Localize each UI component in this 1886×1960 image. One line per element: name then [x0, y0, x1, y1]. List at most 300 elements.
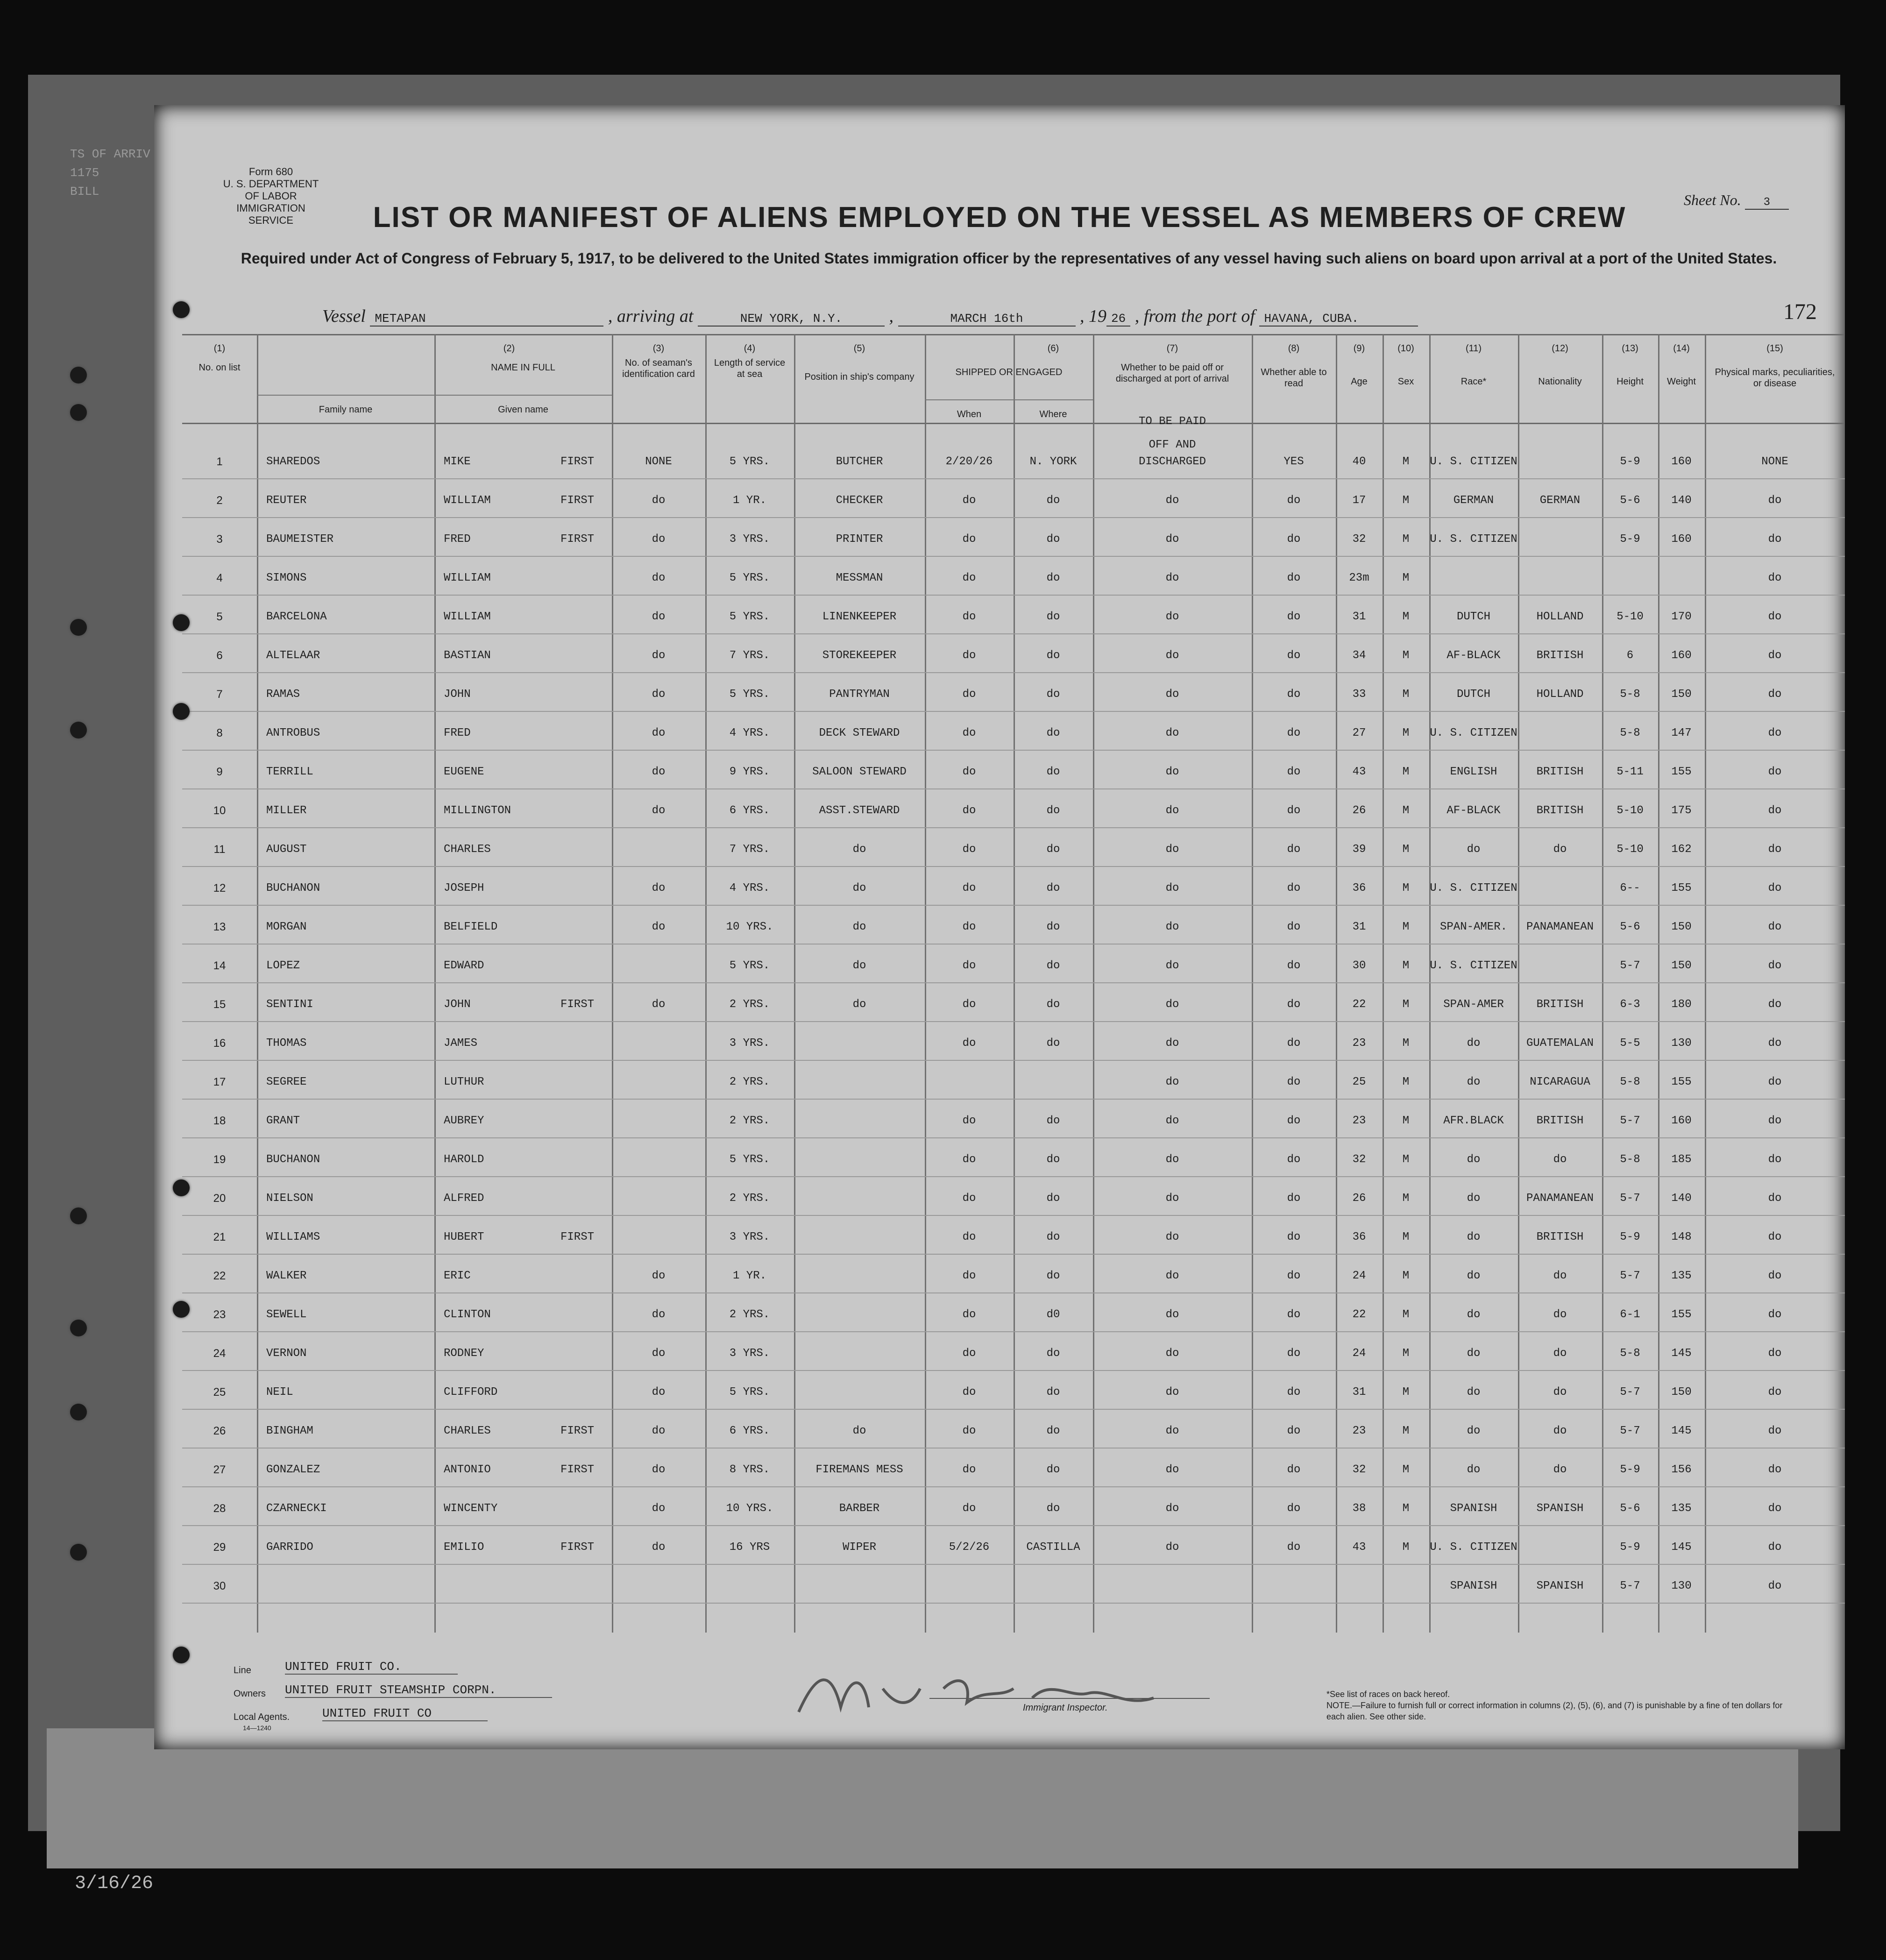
cell-first: FIRST: [560, 1425, 595, 1437]
cell-length: 16 YRS: [729, 1541, 770, 1554]
cell-sex: M: [1402, 1386, 1410, 1399]
cell-sex: M: [1402, 494, 1410, 507]
cell-nationality: NICARAGUA: [1530, 1076, 1590, 1088]
vessel-name: METAPAN: [370, 312, 603, 327]
cell-height: 5-9: [1620, 1463, 1640, 1476]
cell-when: do: [962, 494, 976, 507]
cell-family: NIELSON: [266, 1192, 313, 1205]
cell-read: do: [1287, 1153, 1301, 1166]
cell-given: WILLIAM: [444, 494, 491, 507]
cell-given: MIKE: [444, 455, 471, 468]
cell-when: do: [962, 998, 976, 1011]
cell-where: do: [1046, 921, 1060, 933]
cell-given: EUGENE: [444, 766, 484, 778]
cell-length: 10 YRS.: [726, 1502, 773, 1515]
cell-race: U. S. CITIZEN: [1430, 533, 1517, 546]
cell-family: SEWELL: [266, 1308, 307, 1321]
cell-family: WILLIAMS: [266, 1231, 320, 1243]
cell-family: VERNON: [266, 1347, 307, 1360]
cell-position: BARBER: [839, 1502, 880, 1515]
cell-family: REUTER: [266, 494, 307, 507]
cell-paid: do: [1165, 727, 1179, 739]
cell-when: 5/2/26: [949, 1541, 990, 1554]
cell-where: do: [1046, 494, 1060, 507]
row-rule: [182, 1021, 1845, 1022]
row-rule: [182, 1215, 1845, 1216]
cell-age: 17: [1352, 494, 1366, 507]
cell-height: 5-5: [1620, 1037, 1640, 1050]
cell-weight: 160: [1671, 455, 1692, 468]
cell-where: do: [1046, 998, 1060, 1011]
cell-read: do: [1287, 572, 1301, 584]
cell-marks: do: [1768, 804, 1782, 817]
cell-length: 3 YRS.: [729, 1231, 770, 1243]
cell-family: SEGREE: [266, 1076, 307, 1088]
cell-position: do: [852, 921, 866, 933]
cell-age: 33: [1352, 688, 1366, 701]
cell-sex: M: [1402, 1076, 1410, 1088]
row-rule: [182, 1603, 1845, 1604]
cell-card: do: [652, 882, 666, 895]
cell-nationality: do: [1553, 843, 1567, 856]
cell-marks: do: [1768, 959, 1782, 972]
sheet-value: 3: [1745, 196, 1789, 210]
column-number: (11): [1465, 343, 1482, 354]
cell-weight: 170: [1671, 611, 1692, 623]
cell-race: SPANISH: [1450, 1502, 1497, 1515]
cell-read: do: [1287, 766, 1301, 778]
cell-paid: DISCHARGED: [1138, 455, 1206, 468]
cell-weight: 175: [1671, 804, 1692, 817]
column-header-where: Where: [1039, 409, 1067, 419]
cell-nationality: do: [1553, 1270, 1567, 1282]
cell-race: do: [1467, 1386, 1481, 1399]
cell-length: 5 YRS.: [729, 1153, 770, 1166]
cell-family: MORGAN: [266, 921, 307, 933]
cell-when: do: [962, 1270, 976, 1282]
cell-where: do: [1046, 1347, 1060, 1360]
cell-weight: 160: [1671, 533, 1692, 546]
cell-nationality: BRITISH: [1536, 1115, 1584, 1127]
cell-age: 36: [1352, 1231, 1366, 1243]
cell-age: 40: [1352, 455, 1366, 468]
column-header-no: No. on list: [199, 362, 241, 373]
cell-card: do: [652, 727, 666, 739]
cell-family: ANTROBUS: [266, 727, 320, 739]
cell-weight: 155: [1671, 882, 1692, 895]
column-header-position: Position in ship's company: [804, 372, 915, 382]
cell-given: HUBERT: [444, 1231, 484, 1243]
row-rule: [182, 866, 1845, 867]
cell-height: 5-7: [1620, 1386, 1640, 1399]
cell-age: 43: [1352, 766, 1366, 778]
column-number: (1): [213, 343, 226, 354]
row-rule: [182, 478, 1845, 479]
cell-height: 6-3: [1620, 998, 1640, 1011]
vessel-label: Vessel: [322, 306, 366, 326]
cell-height: 6--: [1620, 882, 1640, 895]
cell-first: FIRST: [560, 998, 595, 1011]
cell-race: SPAN-AMER: [1443, 998, 1504, 1011]
cell-where: do: [1046, 572, 1060, 584]
column-header-height: Height: [1617, 376, 1644, 387]
cell-weight: 160: [1671, 1115, 1692, 1127]
cell-first: FIRST: [560, 455, 595, 468]
cell-paid: do: [1165, 1192, 1179, 1205]
cell-height: 5-10: [1617, 843, 1644, 856]
cell-sex: M: [1402, 1502, 1410, 1515]
cell-height: 5-9: [1620, 533, 1640, 546]
cell-paid: do: [1165, 688, 1179, 701]
cell-age: 22: [1352, 1308, 1366, 1321]
cell-age: 22: [1352, 998, 1366, 1011]
cell-family: ALTELAAR: [266, 649, 320, 662]
cell-marks: do: [1768, 727, 1782, 739]
cell-card: do: [652, 1502, 666, 1515]
row-rule: [182, 633, 1845, 634]
cell-no: 3: [216, 533, 223, 546]
cell-race: do: [1467, 1270, 1481, 1282]
cell-height: 5-7: [1620, 1425, 1640, 1437]
cell-family: BUCHANON: [266, 1153, 320, 1166]
cell-where: do: [1046, 1115, 1060, 1127]
cell-age: 25: [1352, 1076, 1366, 1088]
punch-hole: [173, 301, 190, 318]
column-header-weight: Weight: [1667, 376, 1696, 387]
cell-where: do: [1046, 766, 1060, 778]
owners-label: Owners: [234, 1689, 266, 1699]
cell-family: SHAREDOS: [266, 455, 320, 468]
cell-where: do: [1046, 611, 1060, 623]
cell-paid: do: [1165, 921, 1179, 933]
cell-age: 31: [1352, 921, 1366, 933]
cell-marks: do: [1768, 1115, 1782, 1127]
cell-read: do: [1287, 1463, 1301, 1476]
cell-read: do: [1287, 959, 1301, 972]
cell-given: BELFIELD: [444, 921, 498, 933]
column-number: (13): [1622, 343, 1638, 354]
cell-no: 2: [216, 494, 223, 507]
cell-given: CLIFFORD: [444, 1386, 498, 1399]
shipped-subrule: [925, 399, 1093, 400]
cell-age: 23: [1352, 1425, 1366, 1437]
cell-sex: M: [1402, 1270, 1410, 1282]
cell-length: 4 YRS.: [729, 882, 770, 895]
cell-nationality: SPANISH: [1536, 1580, 1584, 1592]
row-rule: [182, 1060, 1845, 1061]
row-rule: [182, 517, 1845, 518]
cell-race: do: [1467, 843, 1481, 856]
cell-marks: NONE: [1761, 455, 1788, 468]
cell-age: 24: [1352, 1347, 1366, 1360]
cell-given: WILLIAM: [444, 611, 491, 623]
cell-where: do: [1046, 959, 1060, 972]
cell-paid: do: [1165, 1115, 1179, 1127]
cell-sex: M: [1402, 533, 1410, 546]
cell-given: WINCENTY: [444, 1502, 498, 1515]
cell-length: 7 YRS.: [729, 649, 770, 662]
cell-card: do: [652, 1347, 666, 1360]
cell-when: do: [962, 533, 976, 546]
cell-family: BAUMEISTER: [266, 533, 334, 546]
cell-paid: do: [1165, 959, 1179, 972]
agents-value: UNITED FRUIT CO: [322, 1706, 488, 1721]
punch-hole: [173, 1301, 190, 1318]
cell-race: SPAN-AMER.: [1439, 921, 1508, 933]
column-header-when: When: [957, 409, 982, 419]
cell-where: do: [1046, 688, 1060, 701]
cell-weight: 155: [1671, 766, 1692, 778]
cell-card: do: [652, 766, 666, 778]
cell-position: do: [852, 959, 866, 972]
cell-height: 5-7: [1620, 1580, 1640, 1592]
cell-length: 2 YRS.: [729, 998, 770, 1011]
cell-given: CHARLES: [444, 1425, 491, 1437]
cell-read: do: [1287, 727, 1301, 739]
cell-length: 5 YRS.: [729, 572, 770, 584]
cell-where: do: [1046, 1270, 1060, 1282]
inspector-label: Immigrant Inspector.: [1023, 1703, 1108, 1713]
cell-position: do: [852, 882, 866, 895]
cell-sex: M: [1402, 766, 1410, 778]
column-header-given: Given name: [498, 405, 548, 415]
cell-where: do: [1046, 533, 1060, 546]
cell-when: do: [962, 882, 976, 895]
cell-race: ENGLISH: [1450, 766, 1497, 778]
cell-weight: 156: [1671, 1463, 1692, 1476]
cell-nationality: PANAMANEAN: [1526, 1192, 1594, 1205]
cell-race: U. S. CITIZEN: [1430, 1541, 1517, 1554]
cell-paid: do: [1165, 1231, 1179, 1243]
cell-length: 6 YRS.: [729, 1425, 770, 1437]
column-header-sex: Sex: [1397, 376, 1414, 387]
cell-sex: M: [1402, 1347, 1410, 1360]
cell-sex: M: [1402, 1463, 1410, 1476]
cell-where: N. YORK: [1029, 455, 1077, 468]
column-header-id-card: No. of seaman's identification card: [622, 358, 695, 379]
column-number: (6): [1047, 343, 1059, 354]
cell-read: do: [1287, 882, 1301, 895]
manifest-sheet: [154, 105, 1845, 1749]
footnote: [1326, 1689, 1794, 1722]
cell-length: 1 YR.: [732, 494, 766, 507]
column-header-shipped: SHIPPED OR ENGAGED: [955, 367, 1063, 377]
cell-no: 25: [213, 1386, 226, 1399]
cell-marks: do: [1768, 1037, 1782, 1050]
page-number: 172: [1783, 299, 1817, 324]
cell-given: WILLIAM: [444, 572, 491, 584]
cell-when: do: [962, 611, 976, 623]
cell-card: do: [652, 611, 666, 623]
cell-marks: do: [1768, 1347, 1782, 1360]
cell-no: 30: [213, 1580, 226, 1592]
cell-sex: M: [1402, 998, 1410, 1011]
cell-no: 1: [216, 455, 223, 468]
cell-length: 9 YRS.: [729, 766, 770, 778]
cell-marks: do: [1768, 1386, 1782, 1399]
cell-read: do: [1287, 1541, 1301, 1554]
cell-no: 12: [213, 882, 226, 895]
cell-where: do: [1046, 1192, 1060, 1205]
cell-length: 3 YRS.: [729, 533, 770, 546]
cell-marks: do: [1768, 1270, 1782, 1282]
cell-paid: do: [1165, 1270, 1179, 1282]
cell-marks: do: [1768, 1502, 1782, 1515]
cell-sex: M: [1402, 572, 1410, 584]
cell-read: do: [1287, 804, 1301, 817]
cell-position: MESSMAN: [836, 572, 883, 584]
cell-when: do: [962, 1347, 976, 1360]
row-rule: [182, 1331, 1845, 1332]
cell-height: 5-8: [1620, 1347, 1640, 1360]
cell-position: DECK STEWARD: [819, 727, 900, 739]
cell-length: 10 YRS.: [726, 921, 773, 933]
cell-no: 26: [213, 1425, 226, 1437]
cell-read: do: [1287, 1037, 1301, 1050]
column-header-nationality: Nationality: [1538, 376, 1582, 387]
cell-where: d0: [1046, 1308, 1060, 1321]
cell-height: 6: [1626, 649, 1634, 662]
cell-length: 8 YRS.: [729, 1463, 770, 1476]
cell-sex: M: [1402, 804, 1410, 817]
column-header-marks: Physical marks, peculiarities, or disease: [1715, 367, 1835, 389]
cell-position: STOREKEEPER: [822, 649, 897, 662]
cell-paid: do: [1165, 1502, 1179, 1515]
cell-when: do: [962, 1115, 976, 1127]
cell-marks: do: [1768, 882, 1782, 895]
cell-nationality: BRITISH: [1536, 766, 1584, 778]
row-rule: [182, 711, 1845, 712]
cell-when: do: [962, 804, 976, 817]
cell-weight: 150: [1671, 921, 1692, 933]
cell-card: do: [652, 1425, 666, 1437]
column-number: (7): [1166, 343, 1178, 354]
cell-when: do: [962, 1425, 976, 1437]
cell-position: SALOON STEWARD: [812, 766, 907, 778]
cell-read: do: [1287, 843, 1301, 856]
cell-nationality: PANAMANEAN: [1526, 921, 1594, 933]
cell-age: 31: [1352, 1386, 1366, 1399]
cell-given: ERIC: [444, 1270, 471, 1282]
cell-paid: do: [1165, 843, 1179, 856]
cell-position: CHECKER: [836, 494, 883, 507]
cell-height: 5-7: [1620, 959, 1640, 972]
punch-hole: [173, 703, 190, 720]
cell-length: 7 YRS.: [729, 843, 770, 856]
cell-where: do: [1046, 1502, 1060, 1515]
cell-age: 34: [1352, 649, 1366, 662]
cell-length: 2 YRS.: [729, 1076, 770, 1088]
cell-sex: M: [1402, 1115, 1410, 1127]
cell-family: MILLER: [266, 804, 307, 817]
cell-sex: M: [1402, 1425, 1410, 1437]
cell-card: do: [652, 1308, 666, 1321]
column-rule: [1705, 334, 1706, 1633]
cell-read: do: [1287, 1425, 1301, 1437]
cell-weight: 140: [1671, 1192, 1692, 1205]
column-number: (4): [744, 343, 756, 354]
cell-card: do: [652, 649, 666, 662]
cell-when: 2/20/26: [945, 455, 993, 468]
cell-race: do: [1467, 1425, 1481, 1437]
cell-first: FIRST: [560, 1541, 595, 1554]
cell-no: 11: [213, 843, 226, 856]
cell-race: DUTCH: [1456, 688, 1490, 701]
column-rule: [705, 334, 707, 1633]
cell-read: do: [1287, 1502, 1301, 1515]
cell-height: 5-8: [1620, 688, 1640, 701]
cell-age: 26: [1352, 1192, 1366, 1205]
cell-weight: 130: [1671, 1037, 1692, 1050]
cell-paid: do: [1165, 1541, 1179, 1554]
cell-marks: do: [1768, 611, 1782, 623]
cell-height: 5-10: [1617, 804, 1644, 817]
cell-position: LINENKEEPER: [822, 611, 897, 623]
date-stamp: 3/16/26: [75, 1873, 154, 1894]
cell-race: AFR.BLACK: [1443, 1115, 1504, 1127]
row-rule: [182, 1099, 1845, 1100]
cell-nationality: BRITISH: [1536, 1231, 1584, 1243]
cell-paid: do: [1165, 1463, 1179, 1476]
cell-weight: 150: [1671, 1386, 1692, 1399]
cell-sex: M: [1402, 688, 1410, 701]
cell-sex: M: [1402, 843, 1410, 856]
cell-given: FRED: [444, 533, 471, 546]
cell-when: do: [962, 959, 976, 972]
row-rule: [182, 827, 1845, 828]
inspector-signature: [789, 1661, 1210, 1731]
row-rule: [182, 1409, 1845, 1410]
cell-height: 5-9: [1620, 1541, 1640, 1554]
cell-no: 5: [216, 611, 223, 623]
column-number: (15): [1766, 343, 1783, 354]
row-rule: [182, 556, 1845, 557]
cell-read: do: [1287, 494, 1301, 507]
side-stamp-line: TS OF ARRIV: [70, 147, 150, 161]
cell-sex: M: [1402, 1308, 1410, 1321]
cell-marks: do: [1768, 843, 1782, 856]
cell-age: 26: [1352, 804, 1366, 817]
column-header-age: Age: [1351, 376, 1368, 387]
cell-height: 5-6: [1620, 921, 1640, 933]
cell-race: do: [1467, 1463, 1481, 1476]
cell-weight: 150: [1671, 959, 1692, 972]
cell-when: do: [962, 843, 976, 856]
cell-no: 8: [216, 727, 223, 739]
cell-paid: do: [1165, 611, 1179, 623]
cell-read: do: [1287, 1192, 1301, 1205]
punch-hole: [173, 614, 190, 631]
column-number: (14): [1673, 343, 1690, 354]
cell-nationality: BRITISH: [1536, 649, 1584, 662]
cell-family: SENTINI: [266, 998, 313, 1011]
cell-position: do: [852, 843, 866, 856]
cell-weight: 145: [1671, 1541, 1692, 1554]
cell-age: 36: [1352, 882, 1366, 895]
cell-sex: M: [1402, 611, 1410, 623]
cell-given: LUTHUR: [444, 1076, 484, 1088]
cell-weight: 150: [1671, 688, 1692, 701]
cell-position: PRINTER: [836, 533, 883, 546]
cell-sex: M: [1402, 1231, 1410, 1243]
service: IMMIGRATION SERVICE: [236, 202, 305, 226]
cell-family: AUGUST: [266, 843, 307, 856]
cell-family: BARCELONA: [266, 611, 327, 623]
cell-given: RODNEY: [444, 1347, 484, 1360]
cell-height: 5-9: [1620, 1231, 1640, 1243]
column-rule: [1429, 334, 1431, 1633]
cell-first: FIRST: [560, 1231, 595, 1243]
